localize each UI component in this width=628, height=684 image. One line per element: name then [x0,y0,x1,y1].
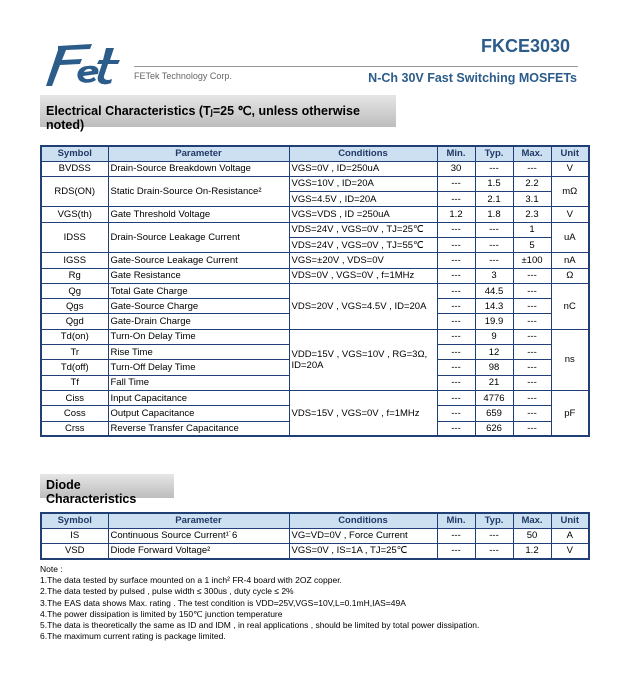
typ-cell: 12 [475,345,513,360]
col-header: Parameter [108,146,289,161]
note-line: 1.The data tested by surface mounted on a 1 inch² FR-4 board with 2OZ copper. [40,575,342,586]
condition-cell: VDS=24V , VGS=0V , TJ=25℃ [289,222,437,237]
symbol-cell: IS [41,528,108,543]
col-header: Typ. [475,513,513,528]
max-cell: 2.3 [513,207,551,222]
col-header: Conditions [289,146,437,161]
parameter-cell: Gate Resistance [108,268,289,283]
condition-cell: VGS=0V , ID=250uA [289,161,437,176]
typ-cell: 1.8 [475,207,513,222]
parameter-cell: Input Capacitance [108,390,289,405]
condition-line: VDD=15V , VGS=10V , RG=3Ω, [291,348,428,360]
min-cell: --- [437,421,475,436]
symbol-cell: RDS(ON) [41,176,108,207]
note-line: Note : [40,564,63,574]
max-cell: 50 [513,528,551,543]
typ-cell: 44.5 [475,283,513,298]
symbol-cell: Ciss [41,390,108,405]
note-line: 5.The data is theoretically the same as ID and IDM , in real applications , should be limited by total power dissipation. [40,620,480,631]
min-cell: --- [437,268,475,283]
table-row [41,222,589,237]
max-cell: 1.2 [513,543,551,558]
parameter-cell: Gate-Source Leakage Current [108,253,289,268]
condition-cell: VDS=24V , VGS=0V , TJ=55℃ [289,237,437,252]
condition-line: ID=20A [291,359,324,371]
typ-cell: 98 [475,360,513,375]
min-cell: --- [437,375,475,390]
diode-characteristics-table [40,512,590,560]
parameter-cell: Continuous Source Current¹˙6 [108,528,289,543]
unit-cell: Ω [551,268,589,283]
typ-cell: 21 [475,375,513,390]
condition-cell: VG=VD=0V , Force Current [289,528,437,543]
symbol-cell: VSD [41,543,108,558]
condition-cell: VGS=10V , ID=20A [289,176,437,191]
table-header-row [41,146,589,161]
max-cell: 2.2 [513,176,551,191]
max-cell: 3.1 [513,192,551,207]
parameter-cell: Turn-On Delay Time [108,329,289,344]
table-row [41,283,589,298]
parameter-cell: Drain-Source Leakage Current [108,222,289,253]
col-header: Min. [437,513,475,528]
symbol-cell: IDSS [41,222,108,253]
parameter-cell: Fall Time [108,375,289,390]
symbol-cell: Qgs [41,299,108,314]
min-cell: --- [437,360,475,375]
min-cell: --- [437,314,475,329]
max-cell: --- [513,421,551,436]
min-cell: --- [437,237,475,252]
condition-cell: VGS=±20V , VDS=0V [289,253,437,268]
min-cell: --- [437,329,475,344]
unit-cell: V [551,543,589,558]
typ-cell: --- [475,543,513,558]
condition-cell [289,329,437,390]
condition-cell: VDS=0V , VGS=0V , f=1MHz [289,268,437,283]
note-line: 3.The EAS data shows Max. rating . The test condition is VDD=25V,VGS=10V,L=0.1mH,IAS=49A [40,597,406,608]
max-cell: --- [513,283,551,298]
symbol-cell: Coss [41,406,108,421]
unit-cell: nA [551,253,589,268]
parameter-cell: Turn-Off Delay Time [108,360,289,375]
typ-cell: --- [475,528,513,543]
max-cell: --- [513,314,551,329]
electrical-characteristics-table [40,145,590,437]
typ-cell: 626 [475,421,513,436]
company-name: FETek Technology Corp. [134,71,232,81]
unit-cell: mΩ [551,176,589,207]
col-header: Parameter [108,513,289,528]
max-cell: 1 [513,222,551,237]
unit-cell: ns [551,329,589,390]
parameter-cell: Static Drain-Source On-Resistance² [108,176,289,207]
typ-cell: 19.9 [475,314,513,329]
min-cell: --- [437,253,475,268]
typ-cell: 1.5 [475,176,513,191]
col-header: Typ. [475,146,513,161]
min-cell: --- [437,222,475,237]
condition-cell: VGS=0V , IS=1A , TJ=25℃ [289,543,437,558]
symbol-cell: Td(off) [41,360,108,375]
parameter-cell: Rise Time [108,345,289,360]
parameter-cell: Gate-Source Charge [108,299,289,314]
col-header: Symbol [41,513,108,528]
min-cell: 30 [437,161,475,176]
parameter-cell: Output Capacitance [108,406,289,421]
typ-cell: 4776 [475,390,513,405]
typ-cell: --- [475,253,513,268]
note-line: 2.The data tested by pulsed , pulse width ≤ 300us , duty cycle ≤ 2% [40,586,294,597]
unit-cell: pF [551,390,589,436]
max-cell: --- [513,268,551,283]
product-subtitle: N-Ch 30V Fast Switching MOSFETs [368,71,577,85]
unit-cell: uA [551,222,589,253]
notes-block [40,564,479,642]
fetek-logo [40,40,140,90]
min-cell: --- [437,406,475,421]
table-row [41,528,589,543]
parameter-cell: Total Gate Charge [108,283,289,298]
table-row [41,176,589,191]
typ-cell: --- [475,237,513,252]
table-row [41,329,589,344]
min-cell: --- [437,528,475,543]
table-row [41,390,589,405]
max-cell: --- [513,390,551,405]
parameter-cell: Gate-Drain Charge [108,314,289,329]
col-header: Max. [513,513,551,528]
table-row [41,207,589,222]
typ-cell: 3 [475,268,513,283]
min-cell: 1.2 [437,207,475,222]
parameter-cell: Reverse Transfer Capacitance [108,421,289,436]
min-cell: --- [437,192,475,207]
symbol-cell: Crss [41,421,108,436]
max-cell: --- [513,406,551,421]
col-header: Min. [437,146,475,161]
col-header: Conditions [289,513,437,528]
typ-cell: 9 [475,329,513,344]
max-cell: 5 [513,237,551,252]
section-title-electrical: Electrical Characteristics (Tⱼ=25 ℃, unless otherwise noted) [40,95,396,127]
table-row [41,543,589,558]
unit-cell: nC [551,283,589,329]
max-cell: --- [513,345,551,360]
max-cell: --- [513,360,551,375]
typ-cell: 14.3 [475,299,513,314]
symbol-cell: Rg [41,268,108,283]
condition-cell: VGS=4.5V , ID=20A [289,192,437,207]
col-header: Unit [551,513,589,528]
typ-cell: --- [475,161,513,176]
symbol-cell: Qg [41,283,108,298]
parameter-cell: Gate Threshold Voltage [108,207,289,222]
condition-cell: VDS=20V , VGS=4.5V , ID=20A [289,283,437,329]
min-cell: --- [437,299,475,314]
min-cell: --- [437,176,475,191]
max-cell: --- [513,161,551,176]
part-number: FKCE3030 [480,36,570,56]
symbol-cell: Td(on) [41,329,108,344]
table-row [41,253,589,268]
table-header-row [41,513,589,528]
symbol-cell: Tf [41,375,108,390]
typ-cell: 2.1 [475,192,513,207]
parameter-cell: Drain-Source Breakdown Voltage [108,161,289,176]
min-cell: --- [437,345,475,360]
max-cell: --- [513,329,551,344]
table-row [41,161,589,176]
unit-cell: A [551,528,589,543]
symbol-cell: BVDSS [41,161,108,176]
note-line: 4.The power dissipation is limited by 150℃ junction temperature [40,608,283,619]
symbol-cell: Qgd [41,314,108,329]
col-header: Unit [551,146,589,161]
symbol-cell: Tr [41,345,108,360]
typ-cell: --- [475,222,513,237]
unit-cell: V [551,161,589,176]
col-header: Max. [513,146,551,161]
unit-cell: V [551,207,589,222]
section-title-diode: Diode Characteristics [40,474,174,498]
table-row [41,268,589,283]
note-line: 6.The maximum current rating is package limited. [40,631,226,642]
condition-cell: VDS=15V , VGS=0V , f=1MHz [289,390,437,436]
max-cell: --- [513,299,551,314]
max-cell: ±100 [513,253,551,268]
typ-cell: 659 [475,406,513,421]
max-cell: --- [513,375,551,390]
min-cell: --- [437,543,475,558]
condition-cell: VGS=VDS , ID =250uA [289,207,437,222]
min-cell: --- [437,283,475,298]
header-divider [134,66,578,67]
parameter-cell: Diode Forward Voltage² [108,543,289,558]
symbol-cell: IGSS [41,253,108,268]
min-cell: --- [437,390,475,405]
col-header: Symbol [41,146,108,161]
symbol-cell: VGS(th) [41,207,108,222]
